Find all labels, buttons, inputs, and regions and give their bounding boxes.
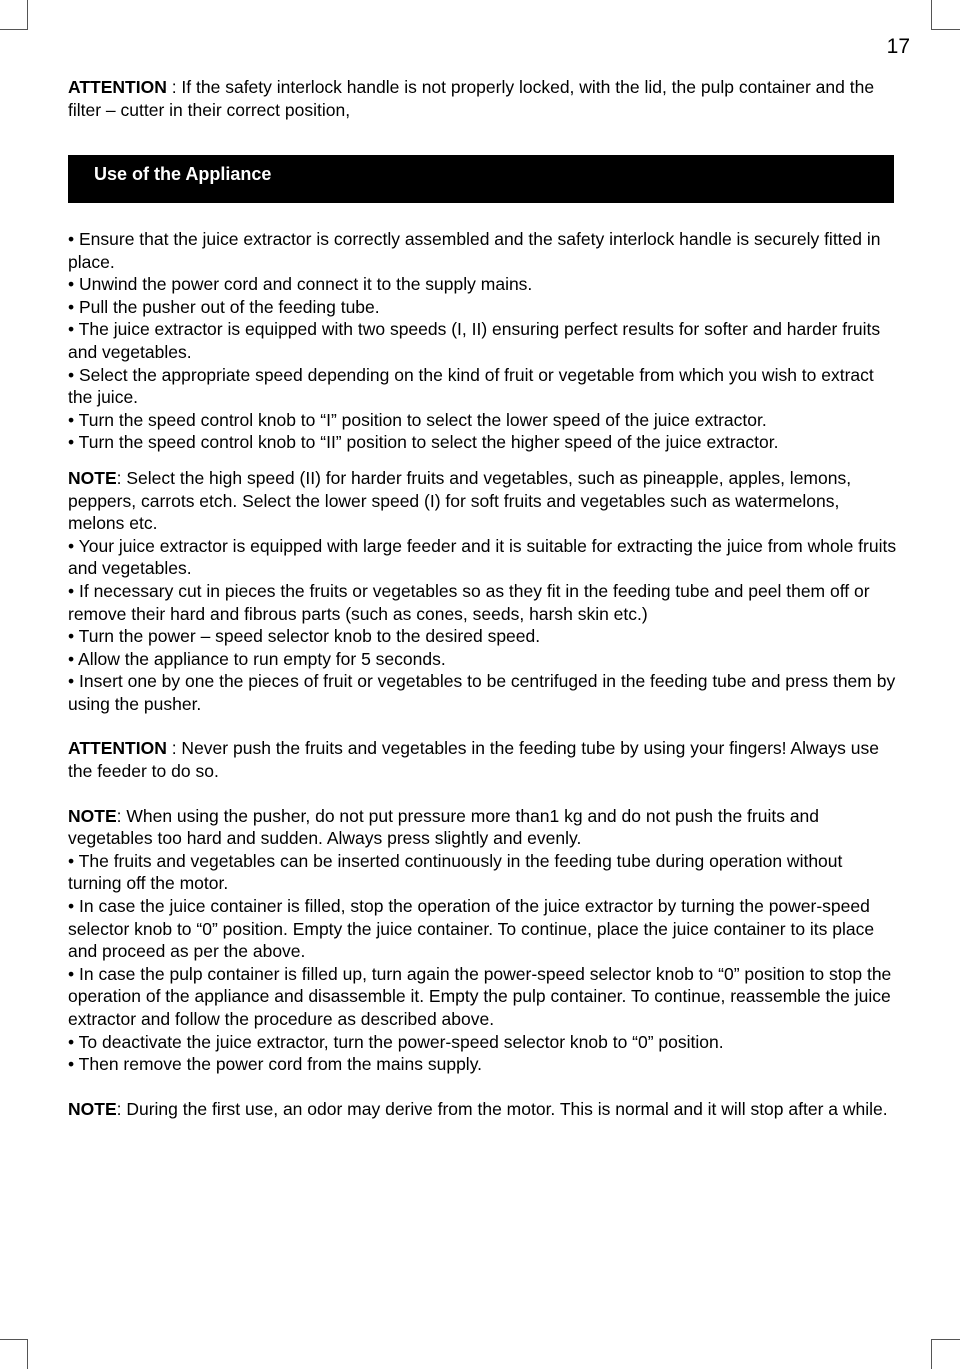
note-text: : When using the pusher, do not put pressure more than1 kg and do not push the fruits and vegetables too hard and sudden. Always press slightly and evenly. (68, 805, 820, 849)
crop-mark-bottom-right-h (931, 1339, 960, 1340)
list-item: • If necessary cut in pieces the fruits or vegetables so as they fit in the feeding tube and peel them off or remove their hard and fibrous parts (such as cones, seeds, harsh skin etc.) (68, 580, 870, 624)
list-item: • Allow the appliance to run empty for 5 seconds. (68, 648, 446, 669)
attention-text: : If the safety interlock handle is not properly locked, with the lid, the pulp container and the filter – cutter in their correct position, (68, 77, 875, 120)
note-label: NOTE (68, 1098, 117, 1119)
crop-mark-top-left-h (0, 29, 28, 30)
list-item: • Pull the pusher out of the feeding tube. (68, 296, 380, 317)
note-paragraph (68, 805, 898, 850)
list-item: • The fruits and vegetables can be inserted continuously in the feeding tube during operation without turning off the motor. (68, 850, 843, 894)
list-item: • Select the appropriate speed depending on the kind of fruit or vegetable from which you wish to extract the juice. (68, 364, 874, 408)
intro-attention (68, 76, 898, 122)
section-header (68, 155, 894, 203)
attention-label: ATTENTION (68, 738, 167, 759)
list-item: • Turn the power – speed selector knob to the desired speed. (68, 626, 541, 647)
crop-mark-top-left-v (27, 0, 28, 30)
section-title: Use of the Appliance (94, 164, 272, 184)
note-paragraph (68, 467, 898, 535)
list-item: • Ensure that the juice extractor is correctly assembled and the safety interlock handle is securely fitted in place. (68, 229, 881, 272)
crop-mark-bottom-left-v (27, 1339, 28, 1369)
note-paragraph (68, 1098, 898, 1121)
attention-text: : Never push the fruits and vegetables in the feeding tube by using your fingers! Always use the feeder to do so. (68, 738, 879, 782)
list-item: • Turn the speed control knob to “II” position to select the higher speed of the juice extractor. (68, 432, 779, 453)
list-item: • Insert one by one the pieces of fruit or vegetables to be centrifuged in the feeding tube and press them by using the pusher. (68, 671, 896, 714)
crop-mark-bottom-right-v (931, 1339, 932, 1369)
note-text: : Select the high speed (II) for harder fruits and vegetables, such as pineapple, apples, lemons, peppers, carrots etch. Select the lower speed (I) for soft fruits and vegetables such as watermelons, melons etc. (68, 467, 852, 534)
list-item: • Your juice extractor is equipped with large feeder and it is suitable for extracting the juice from whole fruits and vegetables. (68, 535, 897, 579)
list-item: • Then remove the power cord from the mains supply. (68, 1054, 483, 1075)
note-label: NOTE (68, 805, 117, 826)
crop-mark-top-right-v (931, 0, 932, 30)
attention-paragraph (68, 737, 898, 782)
crop-mark-bottom-left-h (0, 1339, 28, 1340)
list-item: • The juice extractor is equipped with two speeds (I, II) ensuring perfect results for softer and harder fruits and vegetables. (68, 319, 881, 362)
attention-label: ATTENTION (68, 77, 167, 97)
list-item: • In case the juice container is filled, stop the operation of the juice extractor by turning the power-speed selector knob to “0” position. Empty the juice container. To continue, place the juice container to its place and proceed as per the above. (68, 896, 875, 962)
note-text: : During the first use, an odor may derive from the motor. This is normal and it will stop after a while. (116, 1098, 888, 1119)
crop-mark-top-right-h (931, 29, 960, 30)
note-label: NOTE (68, 467, 117, 488)
list-item: • To deactivate the juice extractor, turn the power-speed selector knob to “0” position. (68, 1031, 724, 1052)
page-number: 17 (886, 35, 910, 58)
list-item: • In case the pulp container is filled up, turn again the power-speed selector knob to “0” position to stop the operation of the appliance and disassemble it. Empty the pulp container. To continue, reassemble the juice extractor and follow the procedure as described above. (68, 963, 892, 1029)
list-item: • Unwind the power cord and connect it to the supply mains. (68, 274, 533, 295)
instructions-body (68, 228, 898, 1120)
list-item: • Turn the speed control knob to “I” position to select the lower speed of the juice extractor. (68, 409, 767, 430)
